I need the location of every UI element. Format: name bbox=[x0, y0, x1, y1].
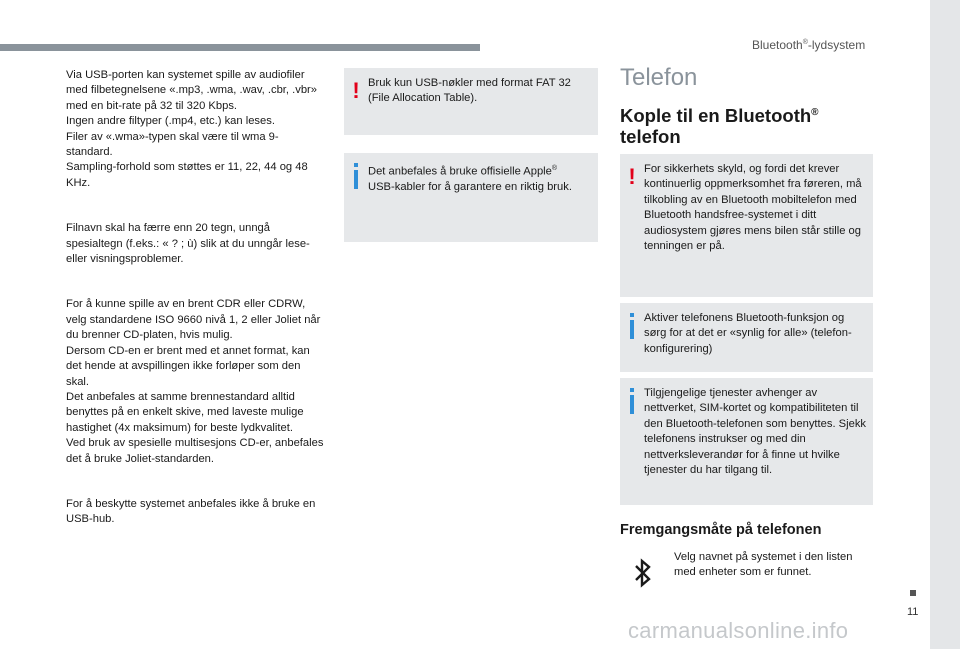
procedure-title: Fremgangsmåte på telefonen bbox=[620, 522, 822, 538]
watermark: carmanualsonline.info bbox=[628, 618, 849, 643]
info-box-services bbox=[620, 378, 873, 505]
header-title: Bluetooth®-lydsystem bbox=[752, 38, 866, 52]
section-title: Telefon bbox=[620, 64, 698, 91]
info-box-activate-bluetooth bbox=[620, 303, 873, 372]
info-text: Det anbefales å bruke offisielle Apple® USB-kabler for å garantere en riktig bruk. bbox=[368, 165, 572, 194]
page-number: 11 bbox=[907, 606, 919, 618]
top-rule bbox=[0, 44, 480, 51]
bluetooth-icon bbox=[632, 558, 654, 588]
page-marker bbox=[910, 590, 916, 596]
right-rail bbox=[930, 0, 960, 649]
info-icon bbox=[627, 313, 637, 339]
info-text: Tilgjengelige tjenester avhenger av nettverket, SIM-kortet og kompatibiliteten til den Bluetooth-telefonen som benyttes. Sjekk telefonens instrukser og med din nettverksleverandør for å finne ut hvilke tjenester du har tilgang til. bbox=[644, 387, 867, 477]
info-box-apple-cables bbox=[344, 153, 598, 242]
warning-text: Bruk kun USB-nøkler med format FAT 32 (File Allocation Table). bbox=[368, 77, 571, 105]
paragraph-filenames: Filnavn skal ha færre enn 20 tegn, unngå spesialtegn (f.eks.: « ? ; ù) slik at du unngår lese- eller visningsproblemer. bbox=[66, 222, 310, 266]
subsection-title: Kople til en Bluetooth® telefon bbox=[620, 105, 819, 148]
procedure-step-text: Velg navnet på systemet i den listen med enheter som er funnet. bbox=[674, 551, 853, 579]
info-icon bbox=[627, 388, 637, 414]
warning-icon: ! bbox=[352, 78, 360, 103]
paragraph-cd-burning: For å kunne spille av en brent CDR eller CDRW, velg standardene ISO 9660 nivå 1, 2 eller Joliet når du brenner CD-platen, hvis mulig. Dersom CD-en er brent med et annet format, kan det hende at avspillingen ikke forløper som den skal. Det anbefales at samme brennestandard alltid benyttes på en enkelt skive, med laveste mulige hastighet (4x maksimum) for beste lydkvalitet. Ved bruk av spesielle multisesjons CD-er, anbefales det å bruke Joliet-standarden. bbox=[66, 298, 324, 465]
paragraph-usb-hub: For å beskytte systemet anbefales ikke å bruke en USB-hub. bbox=[66, 497, 316, 526]
column-usb-cd-info bbox=[66, 68, 324, 558]
warning-text: For sikkerhets skyld, og fordi det krever kontinuerlig oppmerksomhet fra føreren, må tilkobling av en Bluetooth mobiltelefon med Bluetooth handsfree-systemet i ditt audiosystem gjøres mens bilen står stille og tenningen er på. bbox=[644, 163, 862, 253]
warning-box-usb-fat32 bbox=[344, 68, 598, 135]
info-icon bbox=[351, 163, 361, 189]
paragraph-usb-formats: Via USB-porten kan systemet spille av audiofiler med filbetegnelsene «.mp3, .wma, .wav, .cbr, .vbr» med en bit-rate på 32 til 320 Kbps. Ingen andre filtyper (.mp4, etc.) kan leses. Filer av «.wma»-typen skal være til wma 9-standard. Sampling-forhold som støttes er 11, 22, 44 og 48 KHz. bbox=[66, 69, 318, 189]
warning-box-safety bbox=[620, 154, 873, 297]
warning-icon: ! bbox=[628, 164, 636, 189]
info-text: Aktiver telefonens Bluetooth-funksjon og sørg for at det er «synlig for alle» (telefon-konfigurering) bbox=[644, 312, 852, 355]
